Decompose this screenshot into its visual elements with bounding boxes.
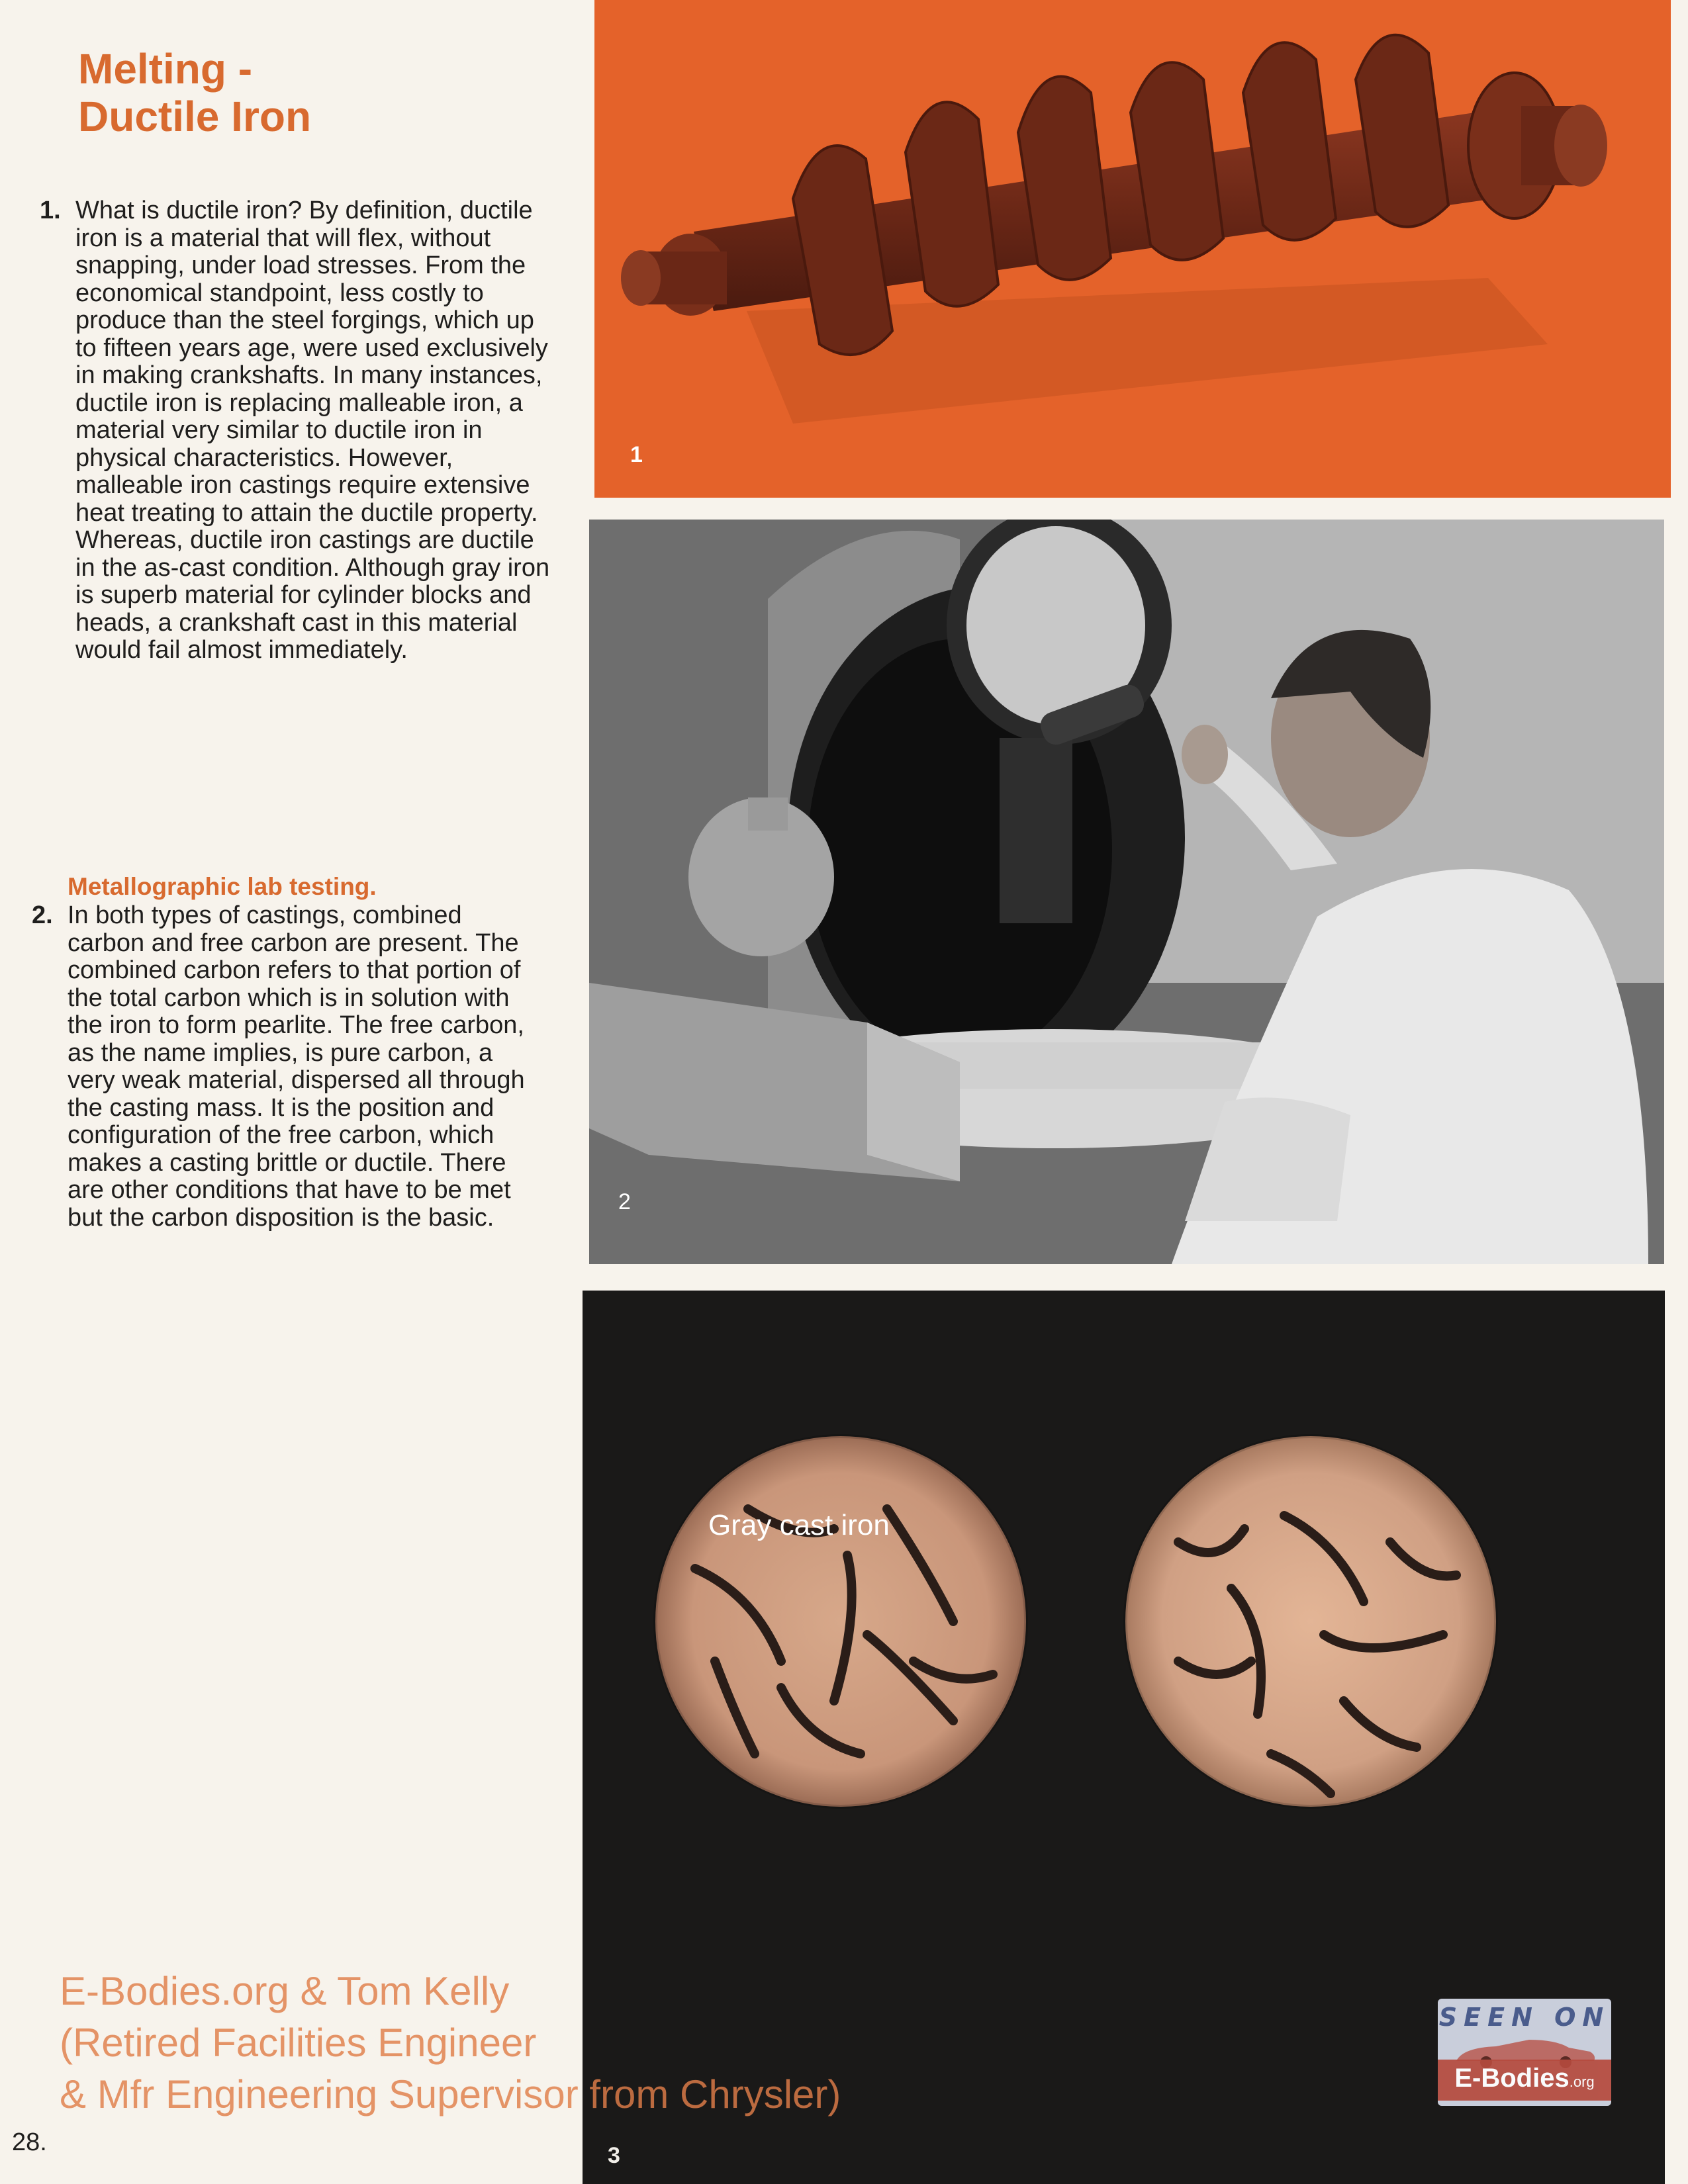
title-line-2: Ductile Iron [78, 93, 312, 140]
watermark-credit [60, 1966, 986, 2120]
figure-3-number: 3 [608, 2143, 620, 2168]
title-line-1: Melting - [78, 45, 253, 93]
badge-brand-suffix: .org [1569, 2073, 1595, 2090]
section-2-text: In both types of castings, combined carbon and free carbon are present. The combined carbon refers to that portion of the total carbon which is in solution with the iron to form pearlite. The free carbon, as the name implies, is pure carbon, a very weak material, dispersed all through the casting mass. It is the position and configuration of the free carbon, which makes a casting brittle or ductile. There are other conditions that have to be met but the carbon disposition is the basic. [68, 901, 525, 1232]
page-number: 28. [12, 2128, 47, 2156]
badge-brand-name: E-Bodies [1454, 2064, 1570, 2093]
badge-brand [1438, 2060, 1611, 2101]
section-2-paragraph [32, 901, 544, 1232]
page-title [78, 45, 541, 140]
section-1-number: 1. [40, 197, 61, 224]
badge-seen-on-text: SEEN ON [1438, 2003, 1611, 2032]
section-1-text: What is ductile iron? By definition, ductile iron is a material that will flex, without snapping, under load stresses. From the economical standpoint, less costly to produce than the steel forgings, which up to fifteen years age, were used exclusively in making crankshafts. In many instances, ductile iron is replacing malleable iron, a material very similar to ductile iron in physical characteristics. However, malleable iron castings require extensive heat treating to attain the ductile property. Whereas, ductile iron castings are ductile in the as-cast condition. Although gray iron is superb material for cylinder blocks and heads, a crankshaft cast in this material would fail almost immediately. [75, 197, 550, 664]
watermark-line-1: E-Bodies.org & Tom Kelly [60, 1969, 510, 2013]
metallograph-illustration [589, 520, 1664, 1264]
micrograph-left [655, 1436, 1026, 1807]
crankshaft-illustration [594, 0, 1671, 498]
figure-1-crankshaft-photo [594, 0, 1671, 498]
watermark-line-2: (Retired Facilities Engineer [60, 2021, 537, 2065]
figure-2-number: 2 [618, 1189, 631, 1214]
section-2-number: 2. [32, 901, 53, 929]
section-2-heading: Metallographic lab testing. [68, 873, 377, 900]
figure-2-lab-photo [589, 520, 1664, 1264]
micrograph-right [1125, 1436, 1496, 1807]
figure-3-caption: Gray cast iron [708, 1509, 890, 1541]
watermark-line-3: & Mfr Engineering Supervisor from Chrysler) [60, 2072, 841, 2116]
section-1-paragraph [40, 197, 552, 664]
figure-1-number: 1 [630, 442, 643, 467]
seen-on-ebodies-badge [1438, 1999, 1611, 2106]
